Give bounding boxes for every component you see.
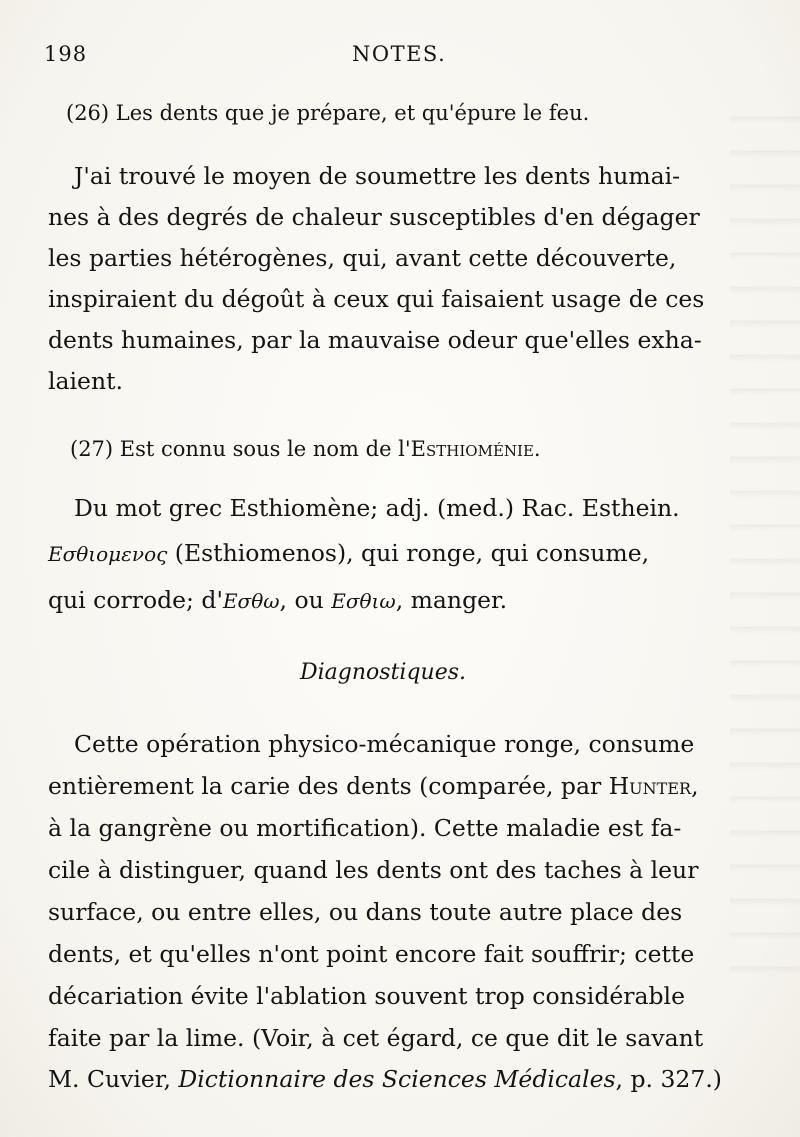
diag-line-2 — [48, 771, 699, 801]
note-26-line-3: les parties hétérogènes, qui, avant cette découverte, — [48, 244, 677, 272]
note-26-line-4: inspiraient du dégoût à ceux qui faisaient usage de ces — [48, 285, 705, 313]
note-26-line-2: nes à des degrés de chaleur susceptibles d'en dégager — [48, 203, 700, 231]
note-27-title — [70, 434, 541, 464]
diag-line-2-end: , — [691, 772, 699, 800]
note-26-title: (26) Les dents que je prépare, et qu'épure le feu. — [66, 101, 590, 125]
note-27-title-prefix: (27) Est connu sous le nom de l' — [70, 437, 411, 461]
note-27-line-1: Du mot grec Esthiomène; adj. (med.) Rac. Esthein. — [74, 494, 680, 522]
running-head: NOTES. — [352, 42, 447, 66]
note-27-line-2 — [48, 538, 649, 569]
diag-line-9-end: , p. 327.) — [615, 1065, 722, 1093]
diag-line-3: à la gangrène ou mortification). Cette maladie est fa- — [48, 814, 682, 842]
note-27-line-3-start: qui corrode; d' — [48, 586, 223, 614]
diag-line-6: dents, et qu'elles n'ont point encore fait souffrir; cette — [48, 940, 695, 968]
note-27-title-term: Esthioménie — [410, 437, 534, 461]
note-26-line-5: dents humaines, par la mauvaise odeur que'elles exha- — [48, 326, 702, 354]
diag-line-8: faite par la lime. (Voir, à cet égard, ce que dit le savant — [48, 1024, 704, 1052]
greek-word-estho: Εσθω — [222, 589, 280, 613]
show-through-bleed — [730, 90, 800, 990]
diag-line-2-start: entièrement la carie des dents (comparée, par — [48, 772, 609, 800]
page-number: 198 — [44, 42, 88, 66]
greek-word-esthio: Εσθιω — [331, 589, 396, 613]
diag-line-1: Cette opération physico-mécanique ronge, consume — [74, 730, 695, 758]
diag-line-4: cile à distinguer, quand les dents ont des taches à leur — [48, 856, 699, 884]
note-26-line-6: laient. — [48, 367, 123, 395]
note-27-title-suffix: . — [533, 437, 541, 461]
name-hunter: Hunter — [608, 772, 692, 800]
note-26-line-1: J'ai trouvé le moyen de soumettre les dents humai- — [74, 162, 681, 190]
diag-line-7: décariation évite l'ablation souvent trop considérable — [48, 982, 685, 1010]
diag-line-9-start: M. Cuvier, — [48, 1065, 179, 1093]
section-heading: Diagnostiques. — [300, 660, 467, 685]
page-header — [44, 42, 744, 74]
greek-word-esthiomenos: Εσθιομενος — [48, 542, 168, 566]
note-27-line-3-mid: , ou — [279, 586, 332, 614]
diag-line-5: surface, ou entre elles, ou dans toute autre place des — [48, 898, 683, 926]
note-27-line-3-end: , manger. — [395, 586, 508, 614]
diag-line-9 — [48, 1064, 722, 1094]
note-27-line-3 — [48, 585, 507, 616]
citation-title: Dictionnaire des Sciences Médicales — [178, 1065, 616, 1093]
note-27-line-2-rest: (Esthiomenos), qui ronge, qui consume, — [167, 539, 650, 567]
